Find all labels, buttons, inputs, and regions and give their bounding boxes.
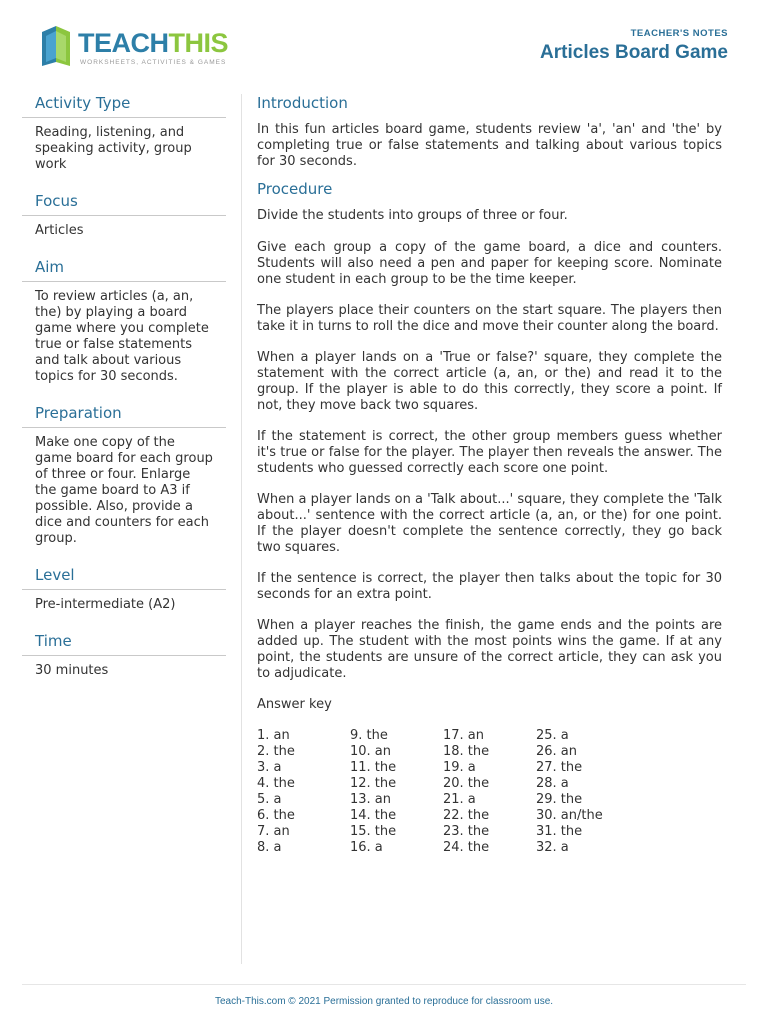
answer-item: 7. an <box>257 824 290 839</box>
answer-item: 25. a <box>536 728 569 743</box>
teach-this-logo <box>36 24 236 70</box>
introduction-heading: Introduction <box>257 94 348 112</box>
sidebar-section-focus <box>22 192 226 239</box>
answer-key <box>257 728 722 856</box>
sidebar-heading: Focus <box>22 192 226 216</box>
answer-item: 12. the <box>350 776 397 791</box>
sidebar-body: Pre-intermediate (A2) <box>35 597 176 612</box>
sidebar-section-level <box>22 566 226 613</box>
sidebar-heading: Aim <box>22 258 226 282</box>
sidebar-heading: Activity Type <box>22 94 226 118</box>
column-divider <box>241 94 242 964</box>
procedure-paragraph: Divide the students into groups of three or four. <box>257 208 568 223</box>
answer-key-label: Answer key <box>257 697 332 712</box>
answer-item: 5. a <box>257 792 282 807</box>
answer-key-column <box>257 728 350 856</box>
answer-item: 11. the <box>350 760 397 775</box>
sidebar-body: Reading, listening, and speaking activity, group work <box>35 125 192 172</box>
answer-item: 1. an <box>257 728 290 743</box>
sidebar-body: Articles <box>35 223 84 238</box>
answer-key-column <box>350 728 443 856</box>
sidebar-heading: Level <box>22 566 226 590</box>
footer-copyright: Teach-This.com © 2021 Permission granted to reproduce for classroom use. <box>214 996 554 1007</box>
header-kicker: TEACHER'S NOTES <box>630 28 728 39</box>
procedure-paragraph: When a player reaches the finish, the game ends and the points are added up. The student with the most points wins the game. If at any point, the students are unsure of the correct article, they can ask you to adjudicate. <box>257 618 722 681</box>
answer-item: 8. a <box>257 840 282 855</box>
answer-item: 19. a <box>443 760 476 775</box>
answer-item: 26. an <box>536 744 578 759</box>
footer-divider <box>22 984 746 985</box>
sidebar-section-time <box>22 632 226 679</box>
answer-key-column <box>536 728 629 856</box>
answer-item: 14. the <box>350 808 397 823</box>
logo-wordmark: TEACHTHIS <box>78 28 229 58</box>
logo-tagline: WORKSHEETS, ACTIVITIES & GAMES <box>80 59 227 66</box>
sidebar <box>22 94 226 698</box>
document-header <box>540 28 728 64</box>
sidebar-heading: Preparation <box>22 404 226 428</box>
answer-item: 31. the <box>536 824 583 839</box>
sidebar-section-aim <box>22 258 226 385</box>
procedure-heading: Procedure <box>257 180 333 198</box>
answer-item: 13. an <box>350 792 392 807</box>
main-content <box>257 94 722 856</box>
procedure-paragraph: If the statement is correct, the other group members guess whether it's true or false for the player. The player then reveals the answer. The students who guessed correctly each score one point. <box>257 429 722 476</box>
answer-item: 6. the <box>257 808 295 823</box>
sidebar-section-activity-type <box>22 94 226 173</box>
sidebar-heading: Time <box>22 632 226 656</box>
introduction-text: In this fun articles board game, students review 'a', 'an' and 'the' by completing true or false statements and talking about various topics for 30 seconds. <box>257 122 722 169</box>
answer-item: 24. the <box>443 840 490 855</box>
sidebar-section-preparation <box>22 404 226 547</box>
answer-item: 9. the <box>350 728 388 743</box>
answer-item: 28. a <box>536 776 569 791</box>
procedure-paragraph: Give each group a copy of the game board, a dice and counters. Students will also need a pen and paper for keeping score. Nominate one student in each group to be the time keeper. <box>257 240 722 287</box>
answer-item: 20. the <box>443 776 490 791</box>
procedure-paragraph: When a player lands on a 'Talk about...' square, they complete the 'Talk about...' sentence with the correct article (a, an, or the) for one point. If the player doesn't complete the sentence correctly, they go back two squares. <box>257 492 722 555</box>
answer-item: 32. a <box>536 840 569 855</box>
answer-item: 23. the <box>443 824 490 839</box>
answer-item: 17. an <box>443 728 485 743</box>
answer-key-column <box>443 728 536 856</box>
procedure-paragraph: The players place their counters on the start square. The players then take it in turns to roll the dice and move their counter along the board. <box>257 303 722 334</box>
answer-item: 4. the <box>257 776 295 791</box>
answer-item: 22. the <box>443 808 490 823</box>
answer-item: 29. the <box>536 792 583 807</box>
procedure-paragraph: If the sentence is correct, the player then talks about the topic for 30 seconds for an extra point. <box>257 571 722 602</box>
answer-item: 10. an <box>350 744 392 759</box>
answer-item: 27. the <box>536 760 583 775</box>
procedure-paragraph: When a player lands on a 'True or false?' square, they complete the statement with the correct article (a, an, or the) and read it to the group. If the player is able to do this correctly, they score a point. If not, they move back two squares. <box>257 350 722 413</box>
answer-item: 16. a <box>350 840 383 855</box>
sidebar-body: Make one copy of the game board for each group of three or four. Enlarge the game board to A3 if possible. Also, provide a dice and counters for each group. <box>35 435 213 546</box>
sidebar-body: To review articles (a, an, the) by playing a board game where you complete true or false statements and talk about various topics for 30 seconds. <box>35 289 209 384</box>
page-title: Articles Board Game <box>540 42 728 63</box>
answer-item: 21. a <box>443 792 476 807</box>
answer-item: 15. the <box>350 824 397 839</box>
answer-item: 30. an/the <box>536 808 603 823</box>
answer-item: 18. the <box>443 744 490 759</box>
book-icon <box>36 24 76 68</box>
answer-item: 3. a <box>257 760 282 775</box>
answer-item: 2. the <box>257 744 295 759</box>
sidebar-body: 30 minutes <box>35 663 109 678</box>
